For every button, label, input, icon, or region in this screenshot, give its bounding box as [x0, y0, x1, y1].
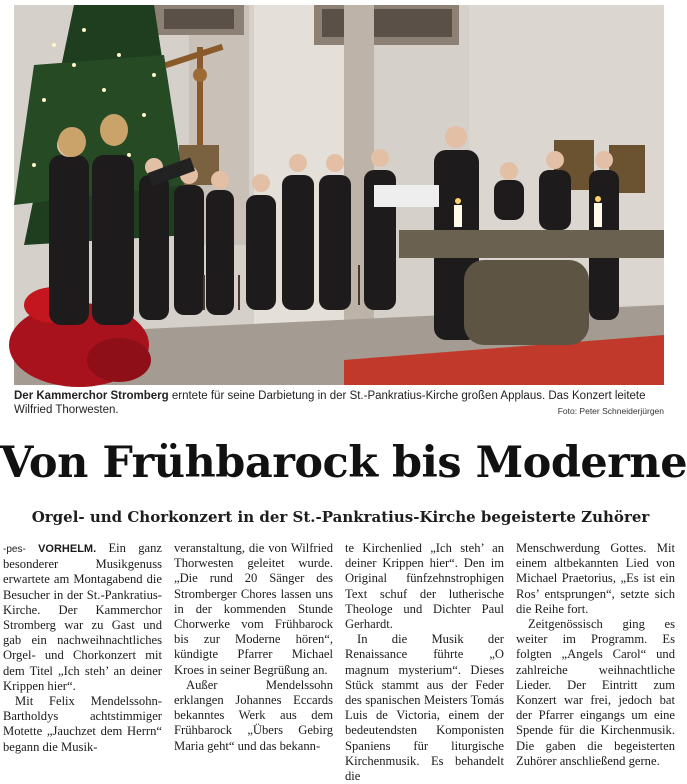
article-body [3, 541, 677, 784]
article-paragraph: In die Musik der Renaissance führte „O magnum mysterium“. Dieses Stück stammt aus der Feder des spanischen Meisters Tomás Luis de Victoria, einem der bedeutendsten Komponisten Spaniens für liturgische Kirchenmusik. Es behandelt die [345, 632, 504, 784]
article-paragraph: Zeitgenössisch ging es weiter im Programm. Es folgten „Angels Carol“ und zahlreiche weihnachtliche Lieder. Der Eintritt zum Konzert war frei, jedoch bat der Pfarrer eingangs um eine Spende für die Kirchenmusik. Die gaben die begeisterten Zuhörer anschließend gerne. [516, 617, 675, 768]
article-column-4 [516, 541, 675, 768]
article-paragraph: Menschwerdung Gottes. Mit einem altbekannten Lied von Michael Praetorius, „Es ist ein Ros’ entsprungen“, setzte sich die Reihe fort. [516, 541, 675, 616]
photo-credit: Foto: Peter Schneiderjürgen [557, 406, 664, 416]
article-paragraph: te Kirchenlied „Ich steh’ an deiner Krippen hier“. Den im Original fünfzehnstrophigen Text schuf der lutherische Theologe und Dichter Paul Gerhardt. [345, 541, 504, 632]
place-name: VORHELM. [38, 543, 97, 555]
dateline: -pes- [3, 544, 26, 555]
caption-text: erntete für seine Darbietung in der St.-Pankratius-Kirche großen Applaus. Das Konzert leitete Wilfried Thorwesten. [14, 390, 646, 416]
paragraph-text: Ein ganz besonderer Musikgenuss erwartete am Montagabend die Besucher in der St.-Pankratius-Kirche. Der Kammerchor Stromberg war zu Gast und gab ein nachweihnachtliches Orgel- und Chorkonzert mit dem Titel „Ich steh’ an deiner Krippen hier“. [3, 541, 162, 693]
caption-lead: Der Kammerchor Stromberg [14, 390, 169, 402]
headline: Von Frühbarock bis Moderne [0, 438, 687, 488]
article-column-2 [174, 541, 333, 751]
concert-photo [14, 5, 664, 385]
article-paragraph: Mit Felix Mendelssohn-Bartholdys achtstimmiger Motette „Jauchzet dem Herrn“ begann die Musik- [3, 694, 162, 754]
article-paragraph: veranstaltung, die von Wilfried Thorwesten geleitet wurde. „Die rund 20 Sänger des Stromberger Chores lassen uns in der kommenden Stunde Chorwerke vom Frühbarock bis zur Moderne hören“, kündigte Pfarrer Michael Kroes in seiner Begrüßung an. [174, 541, 333, 677]
subheadline: Orgel- und Chorkonzert in der St.-Pankratius-Kirche begeisterte Zuhörer [31, 508, 650, 526]
article-column-1 [3, 541, 162, 754]
article-paragraph: Außer Mendelssohn erklangen Johannes Eccards bekanntes Werk aus dem Frühbarock „Übers Gebirg Maria geht“ und das bekann- [174, 677, 333, 753]
article-column-3 [345, 541, 504, 784]
article-paragraph [3, 541, 162, 694]
concert-photo-illustration [14, 5, 664, 385]
